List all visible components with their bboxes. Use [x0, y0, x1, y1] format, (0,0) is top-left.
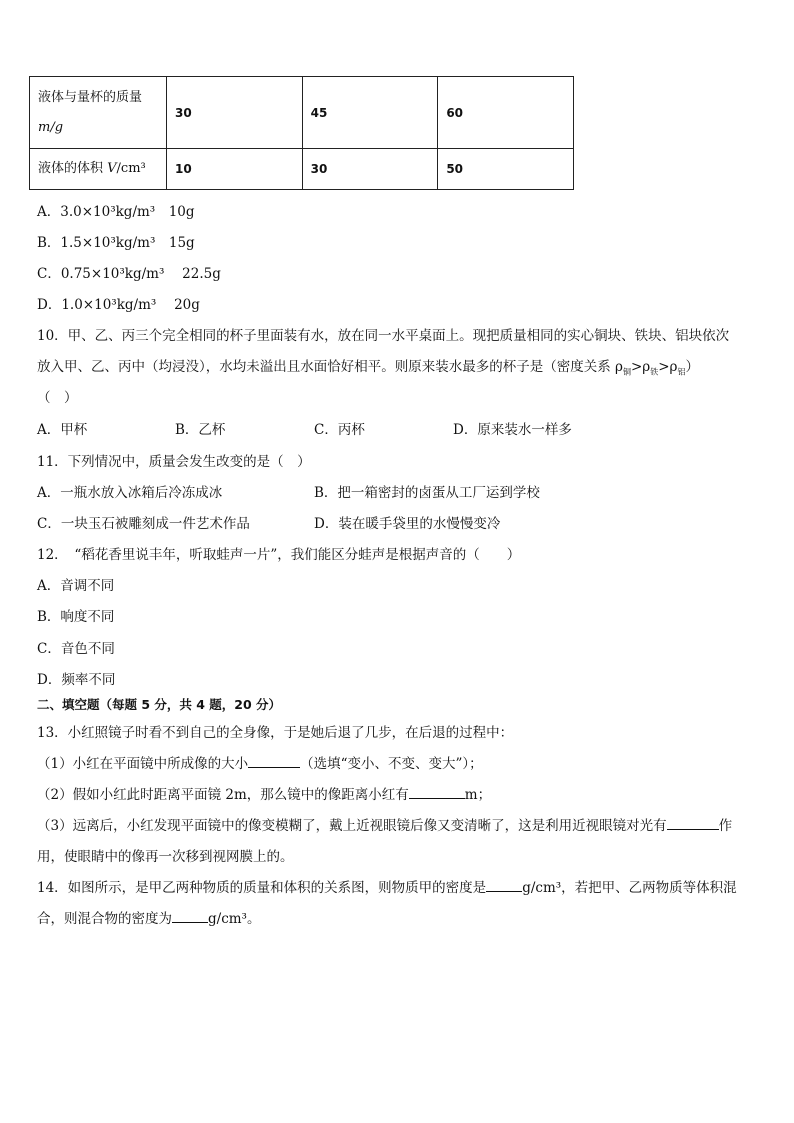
q10-stem-text: ）: [685, 359, 699, 375]
table-row-label: [30, 77, 167, 149]
q10-option-a: A．甲杯: [37, 422, 88, 438]
q14-line2: [37, 907, 260, 927]
data-table: [29, 76, 574, 190]
table-cell: 45: [302, 77, 438, 149]
relation: >ρ: [630, 359, 651, 375]
q13-part2-text: （2）假如小红此时距离平面镜 2m，那么镜中的像距离小红有: [37, 787, 409, 803]
q13-part2: [37, 783, 491, 803]
relation: >ρ: [658, 359, 678, 375]
q11-option-c: C．一块玉石被雕刻成一件艺术作品: [37, 516, 250, 532]
table-cell: 30: [302, 149, 438, 190]
table-cell: 50: [438, 149, 574, 190]
q10-stem-text: 放入甲、乙、丙中（均浸没），水均未溢出且水面恰好相平。则原来装水最多的杯子是（密度关系 ρ: [37, 359, 623, 375]
answer-blank[interactable]: [172, 908, 208, 923]
q11-option-a: A．一瓶水放入冰箱后冷冻成冰: [37, 485, 223, 501]
q9-option-a: A．3.0×10³kg/m³ 10g: [37, 204, 195, 220]
section-title: 二、填空题（每题 5 分，共 4 题，20 分）: [37, 697, 282, 712]
subscript: 铝: [677, 367, 686, 377]
q10-answer-brackets: （ ）: [37, 390, 78, 406]
q12-option-d: D．频率不同: [37, 672, 116, 688]
label-text: 液体与量杯的质量: [38, 89, 143, 105]
q14-text: g/cm³，若把甲、乙两物质等体积混: [522, 880, 737, 896]
q13-stem: 13．小红照镜子时看不到自己的全身像，于是她后退了几步，在后退的过程中：: [37, 725, 514, 741]
q12-option-a: A．音调不同: [37, 578, 115, 594]
q11-stem: 11．下列情况中，质量会发生改变的是（ ）: [37, 454, 311, 470]
answer-blank[interactable]: [248, 753, 300, 768]
q11-option-d: D．装在暖手袋里的水慢慢变冷: [314, 516, 501, 532]
table-cell: 10: [167, 149, 303, 190]
q14-text: 合，则混合物的密度为: [37, 911, 172, 927]
q14-line1: [37, 876, 737, 896]
table-row-label: [30, 149, 167, 190]
q13-part2-text: m；: [464, 787, 492, 803]
q10-option-b: B．乙杯: [175, 422, 226, 438]
q10-option-c: C．丙杯: [314, 422, 365, 438]
answer-blank[interactable]: [486, 877, 522, 892]
q13-part3-line2: 用，使眼睛中的像再一次移到视网膜上的。: [37, 849, 294, 865]
q13-part1-text: （选填“变小、不变、变大”）；: [300, 756, 483, 772]
table-row: [30, 149, 574, 190]
q13-part1: [37, 752, 483, 772]
q14-text: g/cm³。: [208, 911, 261, 927]
table-cell: 60: [438, 77, 574, 149]
q9-option-d: D．1.0×10³kg/m³ 20g: [37, 297, 200, 313]
q10-option-d: D．原来装水一样多: [453, 422, 572, 438]
q13-part3: [37, 814, 732, 834]
q11-option-b: B．把一箱密封的卤蛋从工厂运到学校: [314, 485, 540, 501]
q14-text: 14．如图所示，是甲乙两种物质的质量和体积的关系图，则物质甲的密度是: [37, 880, 487, 896]
q12-option-b: B．响度不同: [37, 609, 115, 625]
table-row: [30, 77, 574, 149]
q13-part3-text: （3）远离后，小红发现平面镜中的像变模糊了，戴上近视眼镜后像又变清晰了，这是利用近视眼镜对光有: [37, 818, 667, 834]
label-symbol: V: [107, 161, 117, 176]
q12-option-c: C．音色不同: [37, 641, 115, 657]
q9-option-c: C．0.75×10³kg/m³ 22.5g: [37, 266, 221, 282]
label-text: 液体的体积: [38, 161, 108, 176]
q10-stem-line1: 10．甲、乙、丙三个完全相同的杯子里面装有水，放在同一水平桌面上。现把质量相同的实心铜块、铁块、铝块依次: [37, 328, 730, 344]
table-cell: 30: [167, 77, 303, 149]
subscript: 铜: [622, 367, 631, 377]
answer-blank[interactable]: [667, 815, 719, 830]
label-unit: m/g: [38, 119, 64, 135]
label-unit: /cm³: [116, 161, 146, 176]
subscript: 铁: [650, 367, 659, 377]
answer-blank[interactable]: [409, 784, 465, 799]
q13-part3-text: 作: [718, 818, 733, 834]
q13-part1-text: （1）小红在平面镜中所成像的大小: [37, 756, 249, 772]
q12-stem: 12． “稻花香里说丰年，听取蛙声一片”，我们能区分蛙声是根据声音的（ ）: [37, 547, 521, 563]
q10-stem-line2: [37, 355, 699, 378]
q9-option-b: B．1.5×10³kg/m³ 15g: [37, 235, 195, 251]
